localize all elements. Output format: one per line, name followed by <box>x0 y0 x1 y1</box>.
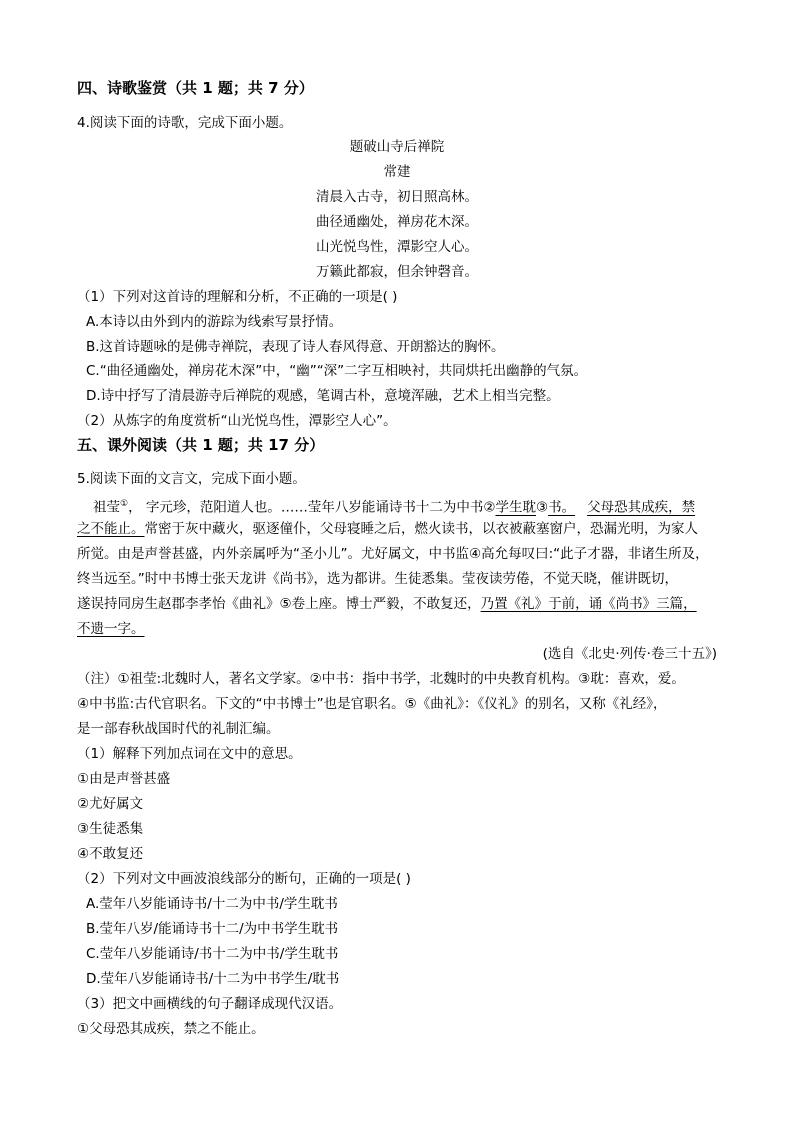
section-heading-poetry: 四、诗歌鉴赏（共 1 题；共 7 分） <box>77 79 314 97</box>
passage-line <box>93 495 718 517</box>
question-stem: （2）从炼字的角度赏析“山光悦鸟性，潭影空人心”。 <box>77 413 397 429</box>
section-heading-reading: 五、课外阅读（共 1 题；共 17 分） <box>77 436 325 454</box>
annotation-note: 是一部春秋战国时代的礼制汇编。 <box>77 721 280 737</box>
underlined-sentence: 之不能止。 <box>77 521 145 537</box>
question-stem: （3）把文中画横线的句子翻译成现代汉语。 <box>77 996 343 1012</box>
passage-line <box>77 520 718 538</box>
underlined-sentence: 父母恐其成疾，禁 <box>587 499 696 516</box>
passage-text-wavy: 书。 <box>548 499 576 516</box>
footnote-marker: ③ <box>535 499 549 516</box>
choice-option: D.莹年八岁能诵诗书/十二为中书学生/耽书 <box>86 971 340 987</box>
annotation-note: （注）①祖莹:北魏时人，著名文学家。②中书：指中书学，北魏时的中央教育机构。③耽：喜欢，爱。 <box>77 671 685 687</box>
poem-author: 常建 <box>383 164 411 180</box>
passage-line: 终当远至。”时中书博士张天龙讲《尚书》，选为都讲。生徒悉集。莹夜读劳倦，不觉天晓，催讲既切， <box>77 571 678 587</box>
passage-line: 所觉。由是声誉甚盛，内外亲属呼为“圣小儿”。尤好属文，中书监④高允每叹曰:“此子才器，非诸生所及， <box>77 546 709 562</box>
passage-text-wavy: 学生耽 <box>495 499 536 516</box>
choice-option: C.“曲径通幽处，禅房花木深”中，“幽”“深”二字互相映衬，共同烘托出幽静的气氛。 <box>86 363 588 379</box>
annotation-note: ④中书监:古代官职名。下文的“中书博士”也是官职名。⑤《曲礼》：《仪礼》的别名，又称《礼经》， <box>77 696 667 712</box>
footnote-marker: ② <box>483 499 496 516</box>
question-intro: 4.阅读下面的诗歌，完成下面小题。 <box>77 115 293 131</box>
passage-source: (选自《北史·列传·卷三十五》) <box>542 646 717 662</box>
choice-option: C.莹年八岁能诵诗/书十二为中书/学生耽书 <box>86 946 339 962</box>
poem-title: 题破山寺后禅院 <box>349 139 445 155</box>
passage-line <box>77 595 718 613</box>
underlined-sentence: 不遗一字。 <box>77 621 145 637</box>
passage-line <box>77 620 718 638</box>
vocab-item: ③生徒悉集 <box>77 821 144 837</box>
choice-option: A.莹年八岁能诵诗书/十二为中书/学生耽书 <box>86 896 338 912</box>
translation-item: ①父母恐其成疾，禁之不能止。 <box>77 1021 265 1037</box>
footnote-marker: ① <box>120 499 129 509</box>
poem-line: 曲径通幽处，禅房花木深。 <box>316 214 478 230</box>
passage-text: ， 字元珍，范阳道人也。……莹年八岁能诵诗书十二为中书 <box>128 499 484 516</box>
question-intro: 5.阅读下面的文言文，完成下面小题。 <box>77 471 306 487</box>
poem-line: 山光悦鸟性，潭影空人心。 <box>316 239 478 255</box>
choice-option: B.这首诗题咏的是佛寺禅院，表现了诗人春风得意、开朗豁达的胸怀。 <box>86 339 505 355</box>
passage-text: 遂误持同房生赵郡李孝怡《曲礼》⑤卷上座。博士严毅，不敢复还， <box>77 596 481 612</box>
poem-line: 清晨入古寺，初日照高林。 <box>316 189 478 205</box>
vocab-item: ②尤好属文 <box>77 796 144 812</box>
choice-option: B.莹年八岁/能诵诗书十二/为中书学生耽书 <box>86 921 339 937</box>
passage-text: 祖莹 <box>93 499 120 516</box>
poem-line: 万籁此都寂，但余钟磬音。 <box>316 264 478 280</box>
passage-text: 常密于灰中藏火，驱逐僮仆，父母寝睡之后，燃火读书，以衣被蔽塞窗户，恐漏光明，为家人 <box>144 521 698 537</box>
question-stem: （1）解释下列加点词在文中的意思。 <box>77 746 302 762</box>
vocab-item: ④不敢复还 <box>77 846 144 862</box>
underlined-sentence: 乃置《礼》于前，诵《尚书》三篇， <box>480 596 697 612</box>
vocab-item: ①由是声誉甚盛 <box>77 771 171 787</box>
choice-option: A.本诗以由外到内的游踪为线索写景抒情。 <box>86 314 343 330</box>
question-stem: （1）下列对这首诗的理解和分析，不正确的一项是( ) <box>77 289 398 305</box>
question-stem: （2）下列对文中画波浪线部分的断句，正确的一项是( ) <box>77 871 411 887</box>
choice-option: D.诗中抒写了清晨游寺后禅院的观感，笔调古朴，意境浑融，艺术上相当完整。 <box>86 388 560 404</box>
